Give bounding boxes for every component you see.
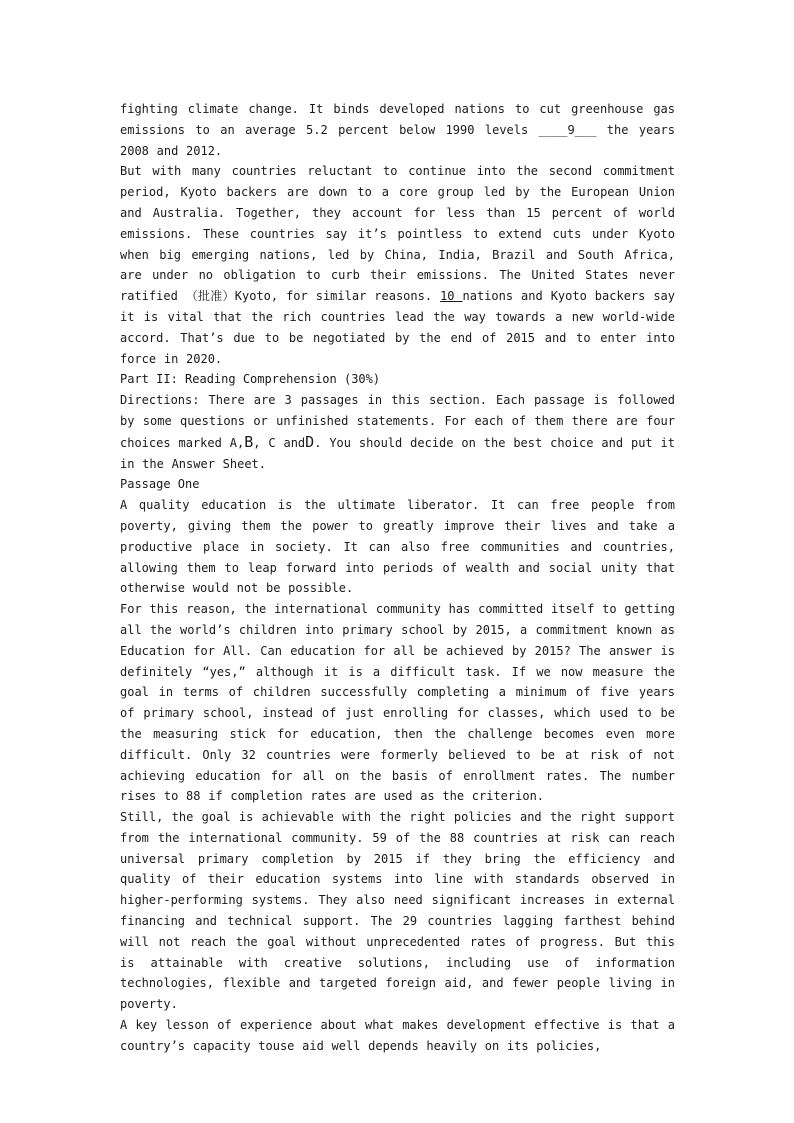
choice-d-letter: D bbox=[305, 432, 315, 451]
kyoto-paragraph-2 bbox=[120, 161, 675, 369]
passage-one-label: Passage One bbox=[120, 477, 200, 492]
document-page bbox=[120, 99, 675, 1057]
kyoto-p2-text-b: nations and Kyoto backers say it is vital that the rich countries lead the way towards a new world-wide accord. That’s due to be negotiated by the end of 2015 and to enter into force in 2020. bbox=[120, 289, 676, 366]
passage-one-paragraph-1: A quality education is the ultimate liberator. It can free people from poverty, giving them the power to greatly improve their lives and take a productive place in society. It can also free communities and countries, allowing them to leap forward into periods of wealth and social unity that otherwise would not be possible. bbox=[120, 498, 675, 596]
choice-b-letter: B bbox=[244, 432, 254, 451]
directions-text-c: . You should decide on the best choice and put it in the Answer Sheet. bbox=[120, 435, 675, 471]
blank-9: ____9___ bbox=[538, 122, 597, 137]
passage-one-paragraph-2: For this reason, the international community has committed itself to getting all the world’s children into primary school by 2015, a commitment known as Education for All. Can education for all be achieved by 2015? The answer is definitely “yes,” although it is a difficult task. If we now measure the goal in terms of children successfully completing a minimum of five years of primary school, instead of just enrolling for classes, which used to be the measuring stick for education, then the challenge becomes even more difficult. Only 32 countries were formerly believed to be at risk of not achieving education for all on the basis of enrollment rates. The number rises to 88 if completion rates are used as the criterion. bbox=[120, 602, 675, 804]
passage-one-paragraph-3: Still, the goal is achievable with the right policies and the right support from the international community. 59 of the 88 countries at risk can reach universal primary completion by 2015 if they bring the efficiency and quality of their education systems into line with standards observed in higher-performing systems. They also need significant increases in external financing and technical support. The 29 countries lagging farthest behind will not reach the goal without unprecedented rates of progress. But this is attainable with creative solutions, including use of information technologies, flexible and targeted foreign aid, and fewer people living in poverty. bbox=[120, 810, 675, 1012]
kyoto-p1-text-a: fighting climate change. It binds developed nations to cut greenhouse gas emissions to an average 5.2 percent below 1990 levels bbox=[120, 102, 675, 137]
directions-text-b: , C and bbox=[253, 435, 306, 450]
part-two-title: Part II: Reading Comprehension (30%) bbox=[120, 372, 381, 387]
blank-10: 10 bbox=[440, 289, 463, 304]
kyoto-p2-text-a: But with many countries reluctant to continue into the second commitment period, Kyoto backers are down to a core group led by the European Union and Australia. Together, they account for less than 15 percent of world emissions. These countries say it’s pointless to extend cuts under Kyoto when big emerging nations, led by China, India, Brazil and South Africa, are under no obligation to curb their emissions. The United States never ratified （批准）Kyoto, for similar reasons. bbox=[120, 164, 675, 304]
part-two-directions bbox=[120, 390, 675, 474]
kyoto-paragraph-1 bbox=[120, 99, 675, 161]
directions-text-a: Directions: There are 3 passages in this section. Each passage is followed by some questions or unfinished statements. For each of them there are four choices marked A, bbox=[120, 393, 675, 450]
passage-one-paragraph-4: A key lesson of experience about what makes development effective is that a country’s capacity touse aid well depends heavily on its policies, bbox=[120, 1018, 675, 1053]
kyoto-p1-text-b: the years 2008 and 2012. bbox=[120, 122, 675, 158]
